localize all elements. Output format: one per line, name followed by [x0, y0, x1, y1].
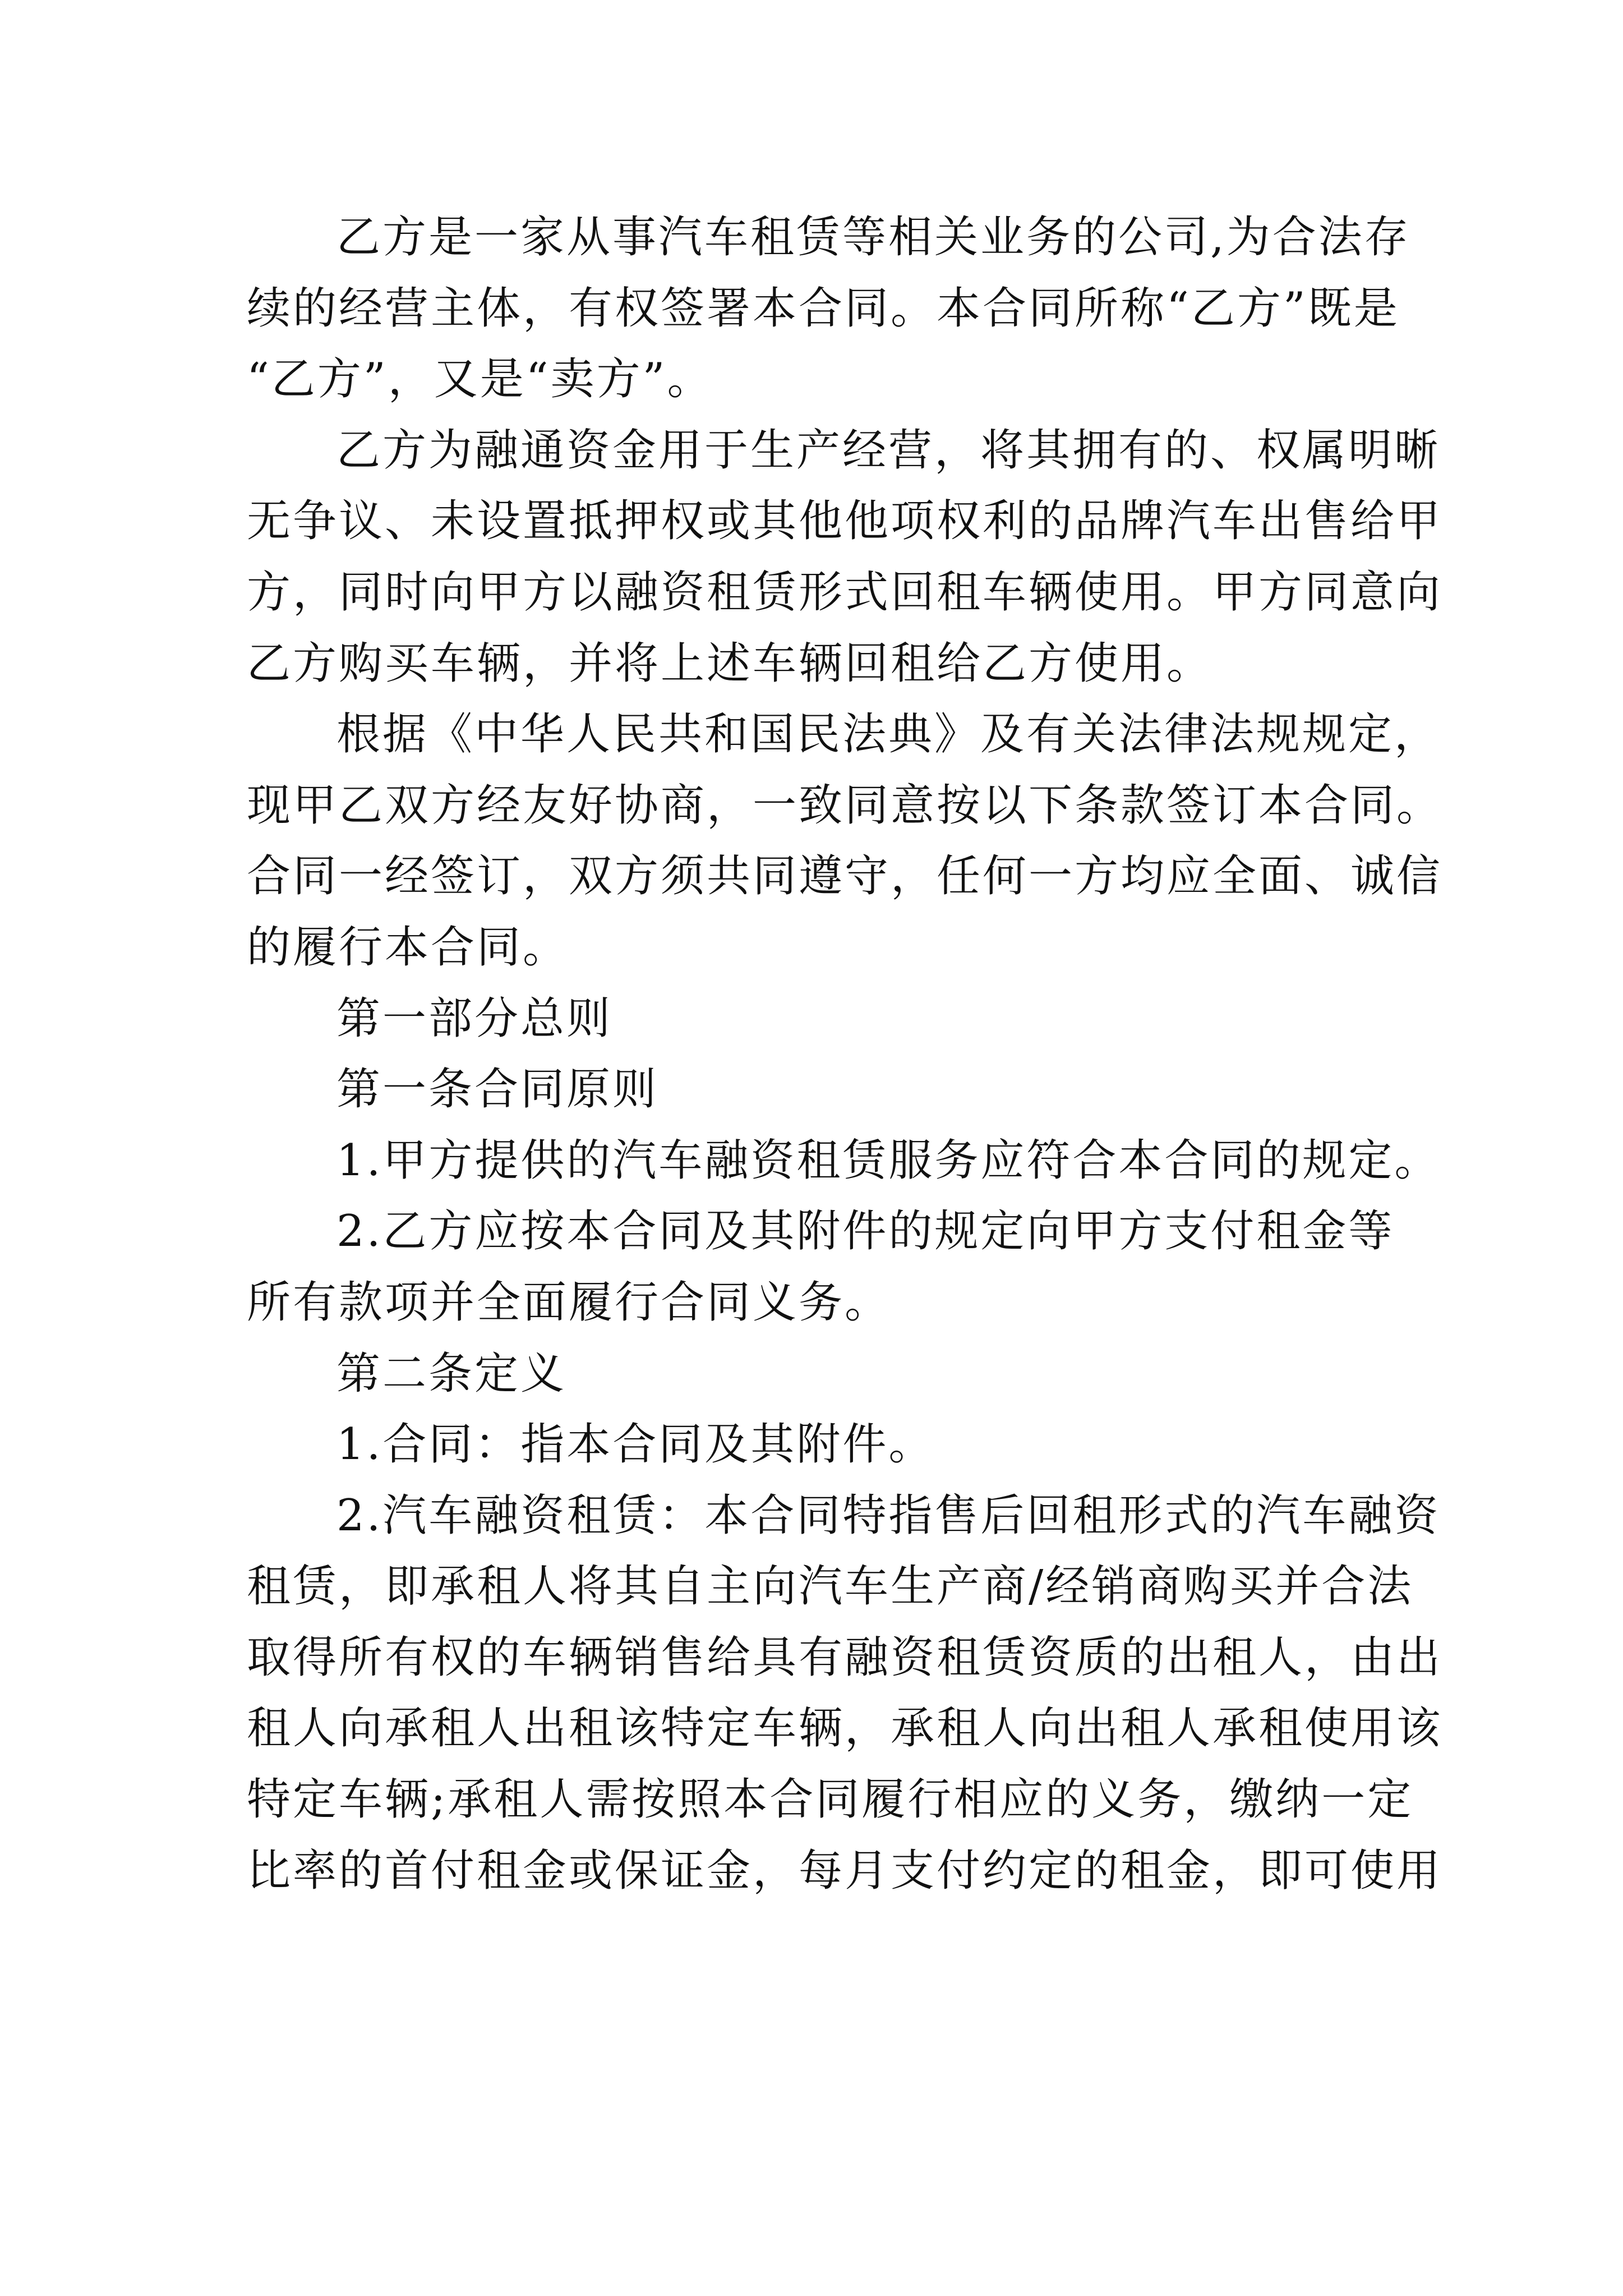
- article-heading-contract-principles: [247, 1054, 1402, 1125]
- text-line: 的履行本合同。: [247, 922, 569, 973]
- clause-1-1: [247, 1125, 1441, 1197]
- text-line: 特定车辆;承租人需按照本合同履行相应的义务，缴纳一定: [247, 1774, 1414, 1825]
- text-line: 现甲乙双方经友好协商，一致同意按以下条款签订本合同。: [247, 780, 1443, 831]
- text-line: 第一部分总则: [336, 993, 613, 1044]
- text-line: 比率的首付租金或保证金，每月支付约定的租金，即可使用: [247, 1845, 1443, 1896]
- section-heading-general-provisions: [247, 983, 1402, 1055]
- paragraph-party-b-intro: [247, 202, 1410, 415]
- paragraph-legal-basis: [247, 699, 1443, 983]
- text-line: 方，同时向甲方以融资租赁形式回租车辆使用。甲方同意向: [247, 567, 1443, 618]
- contract-body: [247, 202, 1443, 1906]
- text-line: “乙方”，又是“卖方”。: [247, 354, 713, 405]
- paragraph-sale-leaseback: [247, 415, 1443, 699]
- text-line: 1.合同：指本合同及其附件。: [336, 1419, 935, 1470]
- text-line: 2.乙方应按本合同及其附件的规定向甲方支付租金等: [336, 1206, 1395, 1257]
- clause-2-2: [247, 1480, 1443, 1907]
- text-line: 乙方购买车辆，并将上述车辆回租给乙方使用。: [247, 638, 1213, 689]
- text-line: 乙方是一家从事汽车租赁等相关业务的公司,为合法存: [336, 212, 1410, 263]
- text-line: 1.甲方提供的汽车融资租赁服务应符合本合同的规定。: [336, 1135, 1441, 1186]
- article-heading-definitions: [247, 1338, 1402, 1410]
- text-line: 续的经营主体，有权签署本合同。本合同所称“乙方”既是: [247, 283, 1400, 334]
- text-line: 根据《中华人民共和国民法典》及有关法律法规规定，: [336, 709, 1441, 760]
- text-line: 取得所有权的车辆销售给具有融资租赁资质的出租人，由出: [247, 1632, 1443, 1683]
- text-line: 第一条合同原则: [336, 1064, 659, 1115]
- text-line: 合同一经签订，双方须共同遵守，任何一方均应全面、诚信: [247, 851, 1443, 902]
- text-line: 所有款项并全面履行合同义务。: [247, 1277, 891, 1328]
- text-line: 2.汽车融资租赁：本合同特指售后回租形式的汽车融资: [336, 1490, 1441, 1541]
- clause-2-1: [247, 1409, 1402, 1480]
- text-line: 乙方为融通资金用于生产经营，将其拥有的、权属明晰: [336, 425, 1441, 476]
- clause-1-2: [247, 1196, 1402, 1338]
- text-line: 无争议、未设置抵押权或其他他项权利的品牌汽车出售给甲: [247, 496, 1443, 547]
- text-line: 租赁，即承租人将其自主向汽车生产商/经销商购买并合法: [247, 1561, 1414, 1612]
- text-line: 租人向承租人出租该特定车辆，承租人向出租人承租使用该: [247, 1703, 1443, 1754]
- text-line: 第二条定义: [336, 1348, 567, 1399]
